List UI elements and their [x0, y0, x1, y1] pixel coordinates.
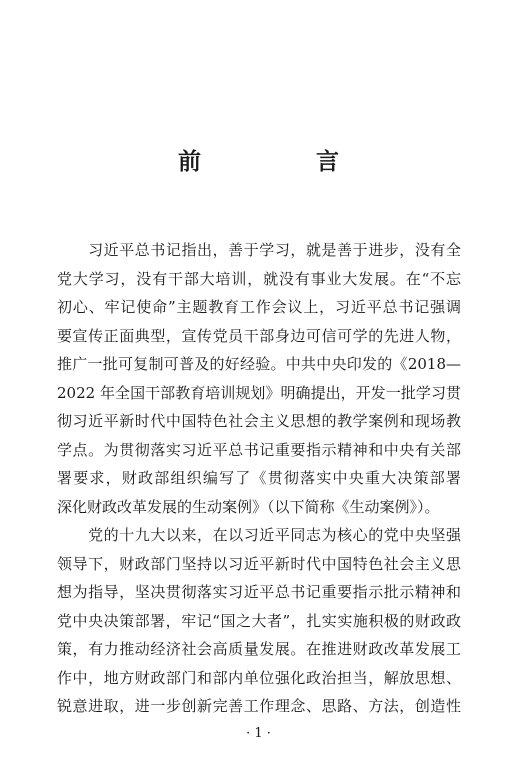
paragraph-2: [57, 521, 461, 721]
text-line: 党中央决策部署，牢记“国之大者”，扎实实施积极的财政政: [57, 611, 461, 630]
text-line: 领导下，财政部门坚持以习近平新时代中国特色社会主义思: [57, 554, 461, 573]
text-line: 党大学习，没有干部大培训，就没有事业大发展。在“不忘: [57, 269, 461, 288]
text-line: 学点。为贯彻落实习近平总书记重要指示精神和中央有关部: [57, 440, 461, 459]
body-text: [57, 236, 461, 721]
text-line: 初心、牢记使命”主题教育工作会议上，习近平总书记强调: [57, 298, 461, 316]
text-line: 2022 年全国干部教育培训规划》明确提出，开发一批学习贯: [57, 383, 461, 402]
text-line: 想为指导，坚决贯彻落实习近平总书记重要指示批示精神和: [57, 583, 461, 601]
text-line: 彻习近平新时代中国特色社会主义思想的教学案例和现场教: [57, 412, 461, 430]
text-line: 推广一批可复制可普及的好经验。中共中央印发的《2018—: [57, 355, 461, 373]
page-number: · 1 ·: [246, 726, 271, 741]
page-title: 前 言: [178, 148, 385, 175]
text-line: 深化财政改革发展的生动案例》（以下简称《生动案例》）。: [57, 497, 440, 516]
text-line: 作中，地方财政部门和部内单位强化政治担当，解放思想、: [57, 668, 461, 687]
text-line: 策，有力推动经济社会高质量发展。在推进财政改革发展工: [57, 640, 461, 658]
text-line: 署要求，财政部组织编写了《贯彻落实中央重大决策部署: [57, 469, 461, 487]
text-line: 要宣传正面典型，宣传党员干部身边可信可学的先进人物，: [57, 326, 461, 345]
text-line: 习近平总书记指出，善于学习，就是善于进步，没有全: [57, 241, 461, 259]
paragraph-1: [57, 236, 461, 521]
text-line: 锐意进取，进一步创新完善工作理念、思路、方法，创造性: [57, 697, 461, 715]
text-line: 党的十九大以来，在以习近平同志为核心的党中央坚强: [57, 526, 461, 544]
